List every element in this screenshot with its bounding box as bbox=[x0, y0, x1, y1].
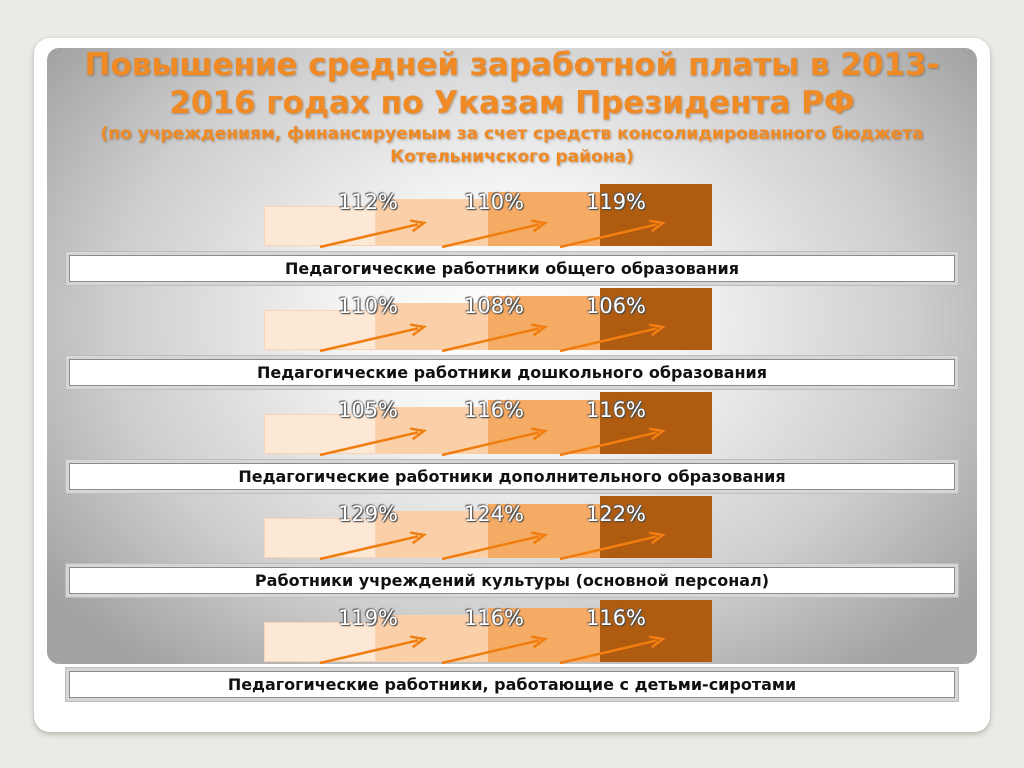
growth-value-2: 108% bbox=[463, 294, 525, 318]
growth-arrow-line-1 bbox=[320, 536, 418, 559]
growth-arrow-line-2 bbox=[442, 536, 539, 559]
group-row bbox=[0, 290, 1024, 390]
slide-title bbox=[47, 48, 977, 169]
growth-arrow-line-3 bbox=[560, 432, 657, 455]
group-label: Педагогические работники дошкольного образования bbox=[69, 359, 955, 386]
growth-value-1: 129% bbox=[337, 502, 399, 526]
growth-arrow-line-2 bbox=[442, 224, 539, 247]
title-subtitle: (по учреждениям, финансируемым за счет средств консолидированного бюджета Котельничского района) bbox=[100, 124, 924, 167]
growth-arrow-line-2 bbox=[442, 328, 539, 351]
growth-value-1: 119% bbox=[337, 606, 399, 630]
group-row bbox=[0, 394, 1024, 494]
growth-value-1: 110% bbox=[337, 294, 399, 318]
growth-arrow-line-1 bbox=[320, 432, 418, 455]
group-label: Работники учреждений культуры (основной персонал) bbox=[69, 567, 955, 594]
growth-value-3: 116% bbox=[585, 606, 647, 630]
growth-value-3: 116% bbox=[585, 398, 647, 422]
growth-arrow-line-1 bbox=[320, 224, 418, 247]
group-row bbox=[0, 186, 1024, 286]
group-row bbox=[0, 602, 1024, 702]
growth-arrow-line-3 bbox=[560, 640, 657, 663]
growth-value-3: 119% bbox=[585, 190, 647, 214]
group-row bbox=[0, 498, 1024, 598]
growth-arrow-line-3 bbox=[560, 224, 657, 247]
title-main: Повышение средней заработной платы в 2013-2016 годах по Указам Президента РФ bbox=[84, 47, 940, 121]
growth-arrow-line-1 bbox=[320, 640, 418, 663]
growth-arrow-line-3 bbox=[560, 328, 657, 351]
group-label: Педагогические работники, работающие с детьми-сиротами bbox=[69, 671, 955, 698]
growth-value-3: 122% bbox=[585, 502, 647, 526]
growth-arrow-line-2 bbox=[442, 640, 539, 663]
growth-value-3: 106% bbox=[585, 294, 647, 318]
growth-value-1: 112% bbox=[337, 190, 399, 214]
growth-arrow-line-1 bbox=[320, 328, 418, 351]
group-label: Педагогические работники дополнительного образования bbox=[69, 463, 955, 490]
growth-value-2: 110% bbox=[463, 190, 525, 214]
growth-arrow-line-3 bbox=[560, 536, 657, 559]
growth-value-2: 124% bbox=[463, 502, 525, 526]
group-label: Педагогические работники общего образования bbox=[69, 255, 955, 282]
growth-arrow-line-2 bbox=[442, 432, 539, 455]
growth-value-2: 116% bbox=[463, 606, 525, 630]
growth-value-1: 105% bbox=[337, 398, 399, 422]
growth-value-2: 116% bbox=[463, 398, 525, 422]
